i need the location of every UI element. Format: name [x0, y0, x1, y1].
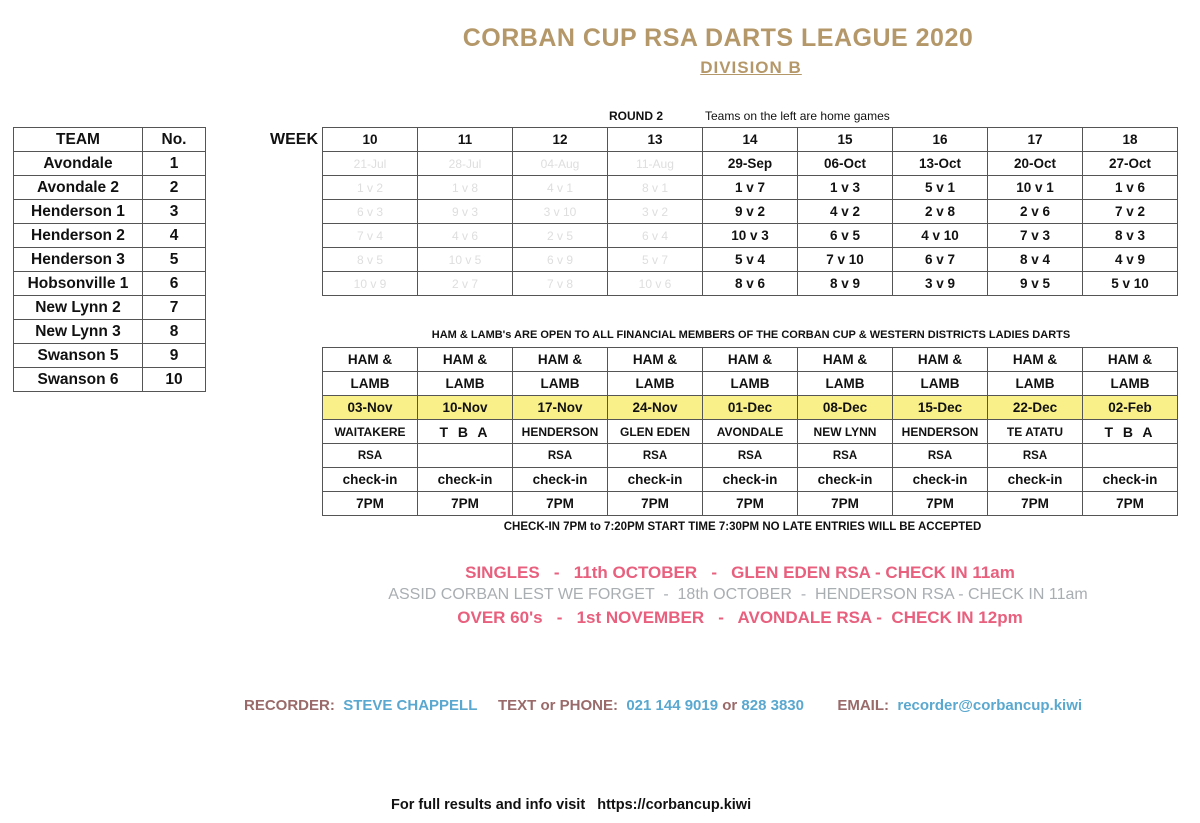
venue-cell: HENDERSON [513, 420, 608, 444]
venue-cell: HENDERSON [893, 420, 988, 444]
ham-label: HAM & [323, 348, 418, 372]
match-date: 27-Oct [1083, 152, 1178, 176]
ham-label: HAM & [988, 348, 1083, 372]
checkin-cell: check-in [1083, 468, 1178, 492]
match-cell: 1 v 6 [1083, 176, 1178, 200]
venue-cell: GLEN EDEN [608, 420, 703, 444]
time-cell: 7PM [988, 492, 1083, 516]
time-cell: 7PM [608, 492, 703, 516]
rsa-row [323, 444, 1178, 468]
team-number: 5 [143, 248, 206, 272]
ham-lamb-notice: HAM & LAMB's ARE OPEN TO ALL FINANCIAL MEMBERS OF THE CORBAN CUP & WESTERN DISTRICTS LADIES DARTS [431, 329, 1071, 341]
time-cell: 7PM [418, 492, 513, 516]
ham-lamb-date: 03-Nov [323, 396, 418, 420]
team-table [13, 127, 206, 392]
match-cell: 7 v 4 [323, 224, 418, 248]
ham-lamb-date: 22-Dec [988, 396, 1083, 420]
time-cell: 7PM [798, 492, 893, 516]
division-subtitle: DIVISION B [700, 58, 802, 77]
match-cell: 5 v 10 [1083, 272, 1178, 296]
page-title: CORBAN CUP RSA DARTS LEAGUE 2020 [462, 24, 974, 52]
week-label: WEEK [270, 131, 318, 148]
match-cell: 2 v 6 [988, 200, 1083, 224]
team-number: 4 [143, 224, 206, 248]
match-cell: 8 v 5 [323, 248, 418, 272]
match-cell: 9 v 5 [988, 272, 1083, 296]
lamb-label: LAMB [988, 372, 1083, 396]
team-name: Swanson 5 [14, 344, 143, 368]
team-row [14, 152, 206, 176]
ham-row [323, 348, 1178, 372]
recorder-name: STEVE CHAPPELL [343, 697, 478, 714]
schedule-table [322, 127, 1178, 296]
rsa-cell: RSA [323, 444, 418, 468]
lamb-label: LAMB [893, 372, 988, 396]
match-cell: 2 v 8 [893, 200, 988, 224]
phone-or: or [722, 697, 738, 714]
team-number: 1 [143, 152, 206, 176]
venue-cell: NEW LYNN [798, 420, 893, 444]
event-lest-we-forget: ASSID CORBAN LEST WE FORGET - 18th OCTOBER - HENDERSON RSA - CHECK IN 11am [388, 586, 1088, 603]
checkin-cell: check-in [798, 468, 893, 492]
match-row [323, 272, 1178, 296]
contact-line [244, 697, 1082, 714]
match-cell: 6 v 3 [323, 200, 418, 224]
team-row [14, 200, 206, 224]
team-number: 8 [143, 320, 206, 344]
ham-lamb-date: 02-Feb [1083, 396, 1178, 420]
match-date: 11-Aug [608, 152, 703, 176]
lamb-label: LAMB [323, 372, 418, 396]
match-cell: 8 v 6 [703, 272, 798, 296]
week-number: 11 [418, 128, 513, 152]
match-date: 04-Aug [513, 152, 608, 176]
team-row [14, 344, 206, 368]
week-number: 16 [893, 128, 988, 152]
venue-cell: WAITAKERE [323, 420, 418, 444]
week-number: 12 [513, 128, 608, 152]
team-name: New Lynn 3 [14, 320, 143, 344]
match-cell: 4 v 1 [513, 176, 608, 200]
team-name: Avondale [14, 152, 143, 176]
rsa-cell [1083, 444, 1178, 468]
match-cell: 8 v 1 [608, 176, 703, 200]
match-cell: 2 v 5 [513, 224, 608, 248]
time-row [323, 492, 1178, 516]
team-row [14, 224, 206, 248]
ham-lamb-date: 17-Nov [513, 396, 608, 420]
checkin-cell: check-in [608, 468, 703, 492]
ham-lamb-table [322, 347, 1178, 516]
lamb-label: LAMB [418, 372, 513, 396]
team-name: Hobsonville 1 [14, 272, 143, 296]
lamb-label: LAMB [608, 372, 703, 396]
checkin-cell: check-in [418, 468, 513, 492]
phone-number-2: 828 3830 [741, 697, 804, 714]
team-name: Swanson 6 [14, 368, 143, 392]
match-cell: 5 v 1 [893, 176, 988, 200]
team-number: 10 [143, 368, 206, 392]
lamb-label: LAMB [1083, 372, 1178, 396]
match-cell: 8 v 9 [798, 272, 893, 296]
venue-cell: T B A [418, 420, 513, 444]
number-header: No. [143, 128, 206, 152]
time-cell: 7PM [893, 492, 988, 516]
match-cell: 9 v 3 [418, 200, 513, 224]
rsa-cell [418, 444, 513, 468]
team-name: New Lynn 2 [14, 296, 143, 320]
match-cell: 4 v 2 [798, 200, 893, 224]
match-cell: 7 v 10 [798, 248, 893, 272]
home-games-note: Teams on the left are home games [705, 109, 890, 123]
ham-label: HAM & [703, 348, 798, 372]
time-cell: 7PM [703, 492, 798, 516]
phone-label: TEXT or PHONE: [497, 697, 618, 714]
match-cell: 7 v 2 [1083, 200, 1178, 224]
match-cell: 5 v 7 [608, 248, 703, 272]
ham-lamb-date: 10-Nov [418, 396, 513, 420]
match-cell: 4 v 10 [893, 224, 988, 248]
rsa-cell: RSA [798, 444, 893, 468]
match-cell: 3 v 9 [893, 272, 988, 296]
match-date: 21-Jul [323, 152, 418, 176]
date-row [323, 152, 1178, 176]
team-row [14, 368, 206, 392]
venue-cell: TE ATATU [988, 420, 1083, 444]
lamb-label: LAMB [798, 372, 893, 396]
rsa-cell: RSA [513, 444, 608, 468]
match-date: 13-Oct [893, 152, 988, 176]
match-cell: 6 v 5 [798, 224, 893, 248]
match-cell: 3 v 2 [608, 200, 703, 224]
venue-cell: AVONDALE [703, 420, 798, 444]
team-row [14, 296, 206, 320]
ham-label: HAM & [798, 348, 893, 372]
week-number: 10 [323, 128, 418, 152]
team-number: 2 [143, 176, 206, 200]
ham-label: HAM & [893, 348, 988, 372]
match-cell: 8 v 3 [1083, 224, 1178, 248]
match-cell: 1 v 2 [323, 176, 418, 200]
match-row [323, 224, 1178, 248]
team-number: 3 [143, 200, 206, 224]
team-name: Henderson 3 [14, 248, 143, 272]
lamb-row [323, 372, 1178, 396]
ham-label: HAM & [608, 348, 703, 372]
ham-label: HAM & [513, 348, 608, 372]
match-cell: 1 v 3 [798, 176, 893, 200]
match-cell: 8 v 4 [988, 248, 1083, 272]
match-cell: 10 v 6 [608, 272, 703, 296]
match-cell: 6 v 4 [608, 224, 703, 248]
event-singles: SINGLES - 11th OCTOBER - GLEN EDEN RSA - CHECK IN 11am [465, 563, 1015, 582]
match-row [323, 176, 1178, 200]
venue-row [323, 420, 1178, 444]
match-cell: 6 v 7 [893, 248, 988, 272]
team-header: TEAM [14, 128, 143, 152]
time-cell: 7PM [513, 492, 608, 516]
week-row [323, 128, 1178, 152]
match-cell: 10 v 1 [988, 176, 1083, 200]
email-link[interactable]: recorder@corbancup.kiwi [897, 697, 1083, 714]
ham-lamb-date: 08-Dec [798, 396, 893, 420]
match-date: 29-Sep [703, 152, 798, 176]
match-date: 06-Oct [798, 152, 893, 176]
ham-label: HAM & [1083, 348, 1178, 372]
checkin-cell: check-in [703, 468, 798, 492]
rsa-cell: RSA [703, 444, 798, 468]
week-number: 13 [608, 128, 703, 152]
ham-lamb-date: 15-Dec [893, 396, 988, 420]
match-cell: 3 v 10 [513, 200, 608, 224]
recorder-label: RECORDER: [244, 697, 335, 714]
match-cell: 10 v 5 [418, 248, 513, 272]
match-cell: 4 v 6 [418, 224, 513, 248]
ham-label: HAM & [418, 348, 513, 372]
match-cell: 5 v 4 [703, 248, 798, 272]
team-name: Henderson 2 [14, 224, 143, 248]
checkin-row [323, 468, 1178, 492]
footer-info: For full results and info visit https://corbancup.kiwi [391, 797, 752, 813]
team-number: 9 [143, 344, 206, 368]
checkin-cell: check-in [323, 468, 418, 492]
phone-number-1: 021 144 9019 [626, 697, 719, 714]
time-cell: 7PM [323, 492, 418, 516]
team-number: 7 [143, 296, 206, 320]
match-row [323, 248, 1178, 272]
rsa-cell: RSA [893, 444, 988, 468]
checkin-cell: check-in [988, 468, 1083, 492]
team-row [14, 272, 206, 296]
week-number: 17 [988, 128, 1083, 152]
venue-cell: T B A [1083, 420, 1178, 444]
week-number: 18 [1083, 128, 1178, 152]
match-cell: 9 v 2 [703, 200, 798, 224]
team-row [14, 248, 206, 272]
checkin-cell: check-in [513, 468, 608, 492]
match-cell: 2 v 7 [418, 272, 513, 296]
match-cell: 1 v 8 [418, 176, 513, 200]
rsa-cell: RSA [988, 444, 1083, 468]
team-name: Avondale 2 [14, 176, 143, 200]
email-label: EMAIL: [837, 697, 890, 714]
team-name: Henderson 1 [14, 200, 143, 224]
ham-lamb-date: 24-Nov [608, 396, 703, 420]
lamb-label: LAMB [513, 372, 608, 396]
week-number: 14 [703, 128, 798, 152]
lamb-label: LAMB [703, 372, 798, 396]
match-cell: 7 v 8 [513, 272, 608, 296]
team-number: 6 [143, 272, 206, 296]
checkin-cell: check-in [893, 468, 988, 492]
team-table-header [14, 128, 206, 152]
match-cell: 4 v 9 [1083, 248, 1178, 272]
match-row [323, 200, 1178, 224]
ham-lamb-date-row [323, 396, 1178, 420]
event-over-60s: OVER 60's - 1st NOVEMBER - AVONDALE RSA - CHECK IN 12pm [457, 608, 1023, 627]
match-cell: 10 v 3 [703, 224, 798, 248]
match-cell: 1 v 7 [703, 176, 798, 200]
match-cell: 6 v 9 [513, 248, 608, 272]
match-cell: 7 v 3 [988, 224, 1083, 248]
rsa-cell: RSA [608, 444, 703, 468]
match-date: 20-Oct [988, 152, 1083, 176]
match-date: 28-Jul [418, 152, 513, 176]
match-cell: 10 v 9 [323, 272, 418, 296]
team-row [14, 176, 206, 200]
ham-lamb-date: 01-Dec [703, 396, 798, 420]
week-number: 15 [798, 128, 893, 152]
time-cell: 7PM [1083, 492, 1178, 516]
checkin-note: CHECK-IN 7PM to 7:20PM START TIME 7:30PM NO LATE ENTRIES WILL BE ACCEPTED [503, 521, 982, 533]
round-label: ROUND 2 [609, 109, 664, 123]
